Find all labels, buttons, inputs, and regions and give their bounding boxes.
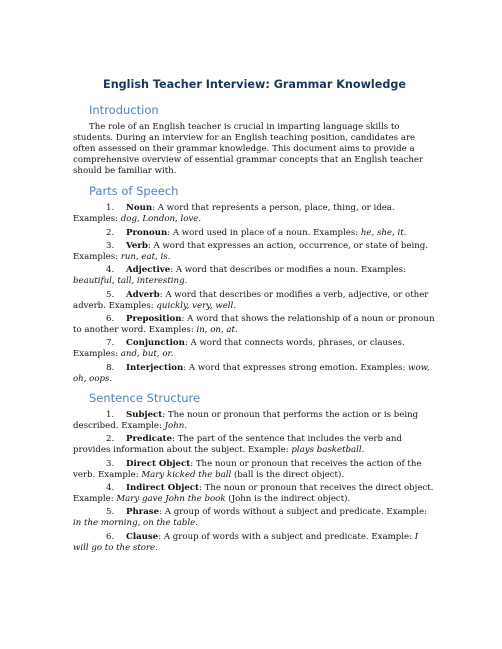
item-number: 2. (106, 227, 115, 238)
item-example: and, but, or. (120, 349, 174, 360)
list-item (73, 338, 436, 360)
list-item (73, 228, 436, 239)
item-number: 2. (106, 434, 115, 445)
item-term: Conjunction (126, 338, 185, 349)
sentence-structure-list (73, 410, 436, 554)
item-term: Subject (126, 409, 163, 420)
item-example: plays basketball. (291, 445, 365, 456)
item-note: (ball is the direct object). (231, 469, 345, 480)
item-example: Mary kicked the ball (141, 469, 232, 480)
item-example: in the morning, on the table. (73, 518, 198, 529)
item-description: : A word that represents a person, place, thing, or idea. Examples: (73, 203, 395, 225)
item-description: : A word that shows the relationship of a noun or pronoun to another word. Examples: (73, 313, 435, 336)
item-number: 6. (106, 313, 115, 324)
item-description: : A word that expresses strong emotion. Examples: (183, 362, 409, 373)
item-example: quickly, very, well. (156, 300, 237, 311)
item-term: Clause (126, 531, 159, 542)
document-title: English Teacher Interview: Grammar Knowledge (103, 78, 406, 91)
list-item (73, 459, 436, 481)
list-item (73, 203, 436, 225)
list-item (73, 483, 436, 505)
introduction-paragraph: The role of an English teacher is crucial in imparting language skills to students. During an interview for an English teaching position, candidates are often assessed on their grammar knowledge. This document aims to provide a comprehensive overview of essential grammar concepts that an English teacher should be familiar with. (73, 121, 424, 177)
item-number: 6. (106, 531, 115, 542)
list-item (73, 532, 436, 554)
item-number: 8. (106, 362, 115, 373)
list-item (73, 434, 436, 456)
item-description: : A word that describes or modifies a noun. Examples: (170, 265, 406, 276)
item-example: in, on, at. (196, 325, 238, 336)
item-number: 3. (106, 240, 115, 251)
item-number: 3. (106, 458, 115, 469)
item-description: : A group of words without a subject and predicate. Example: (159, 507, 428, 518)
item-description: : A word used in place of a noun. Examples: (167, 227, 361, 238)
item-example: I will go to the store. (73, 531, 419, 553)
item-note: (John is the indirect object). (225, 494, 351, 505)
section-heading-introduction: Introduction (89, 102, 159, 117)
item-example: beautiful, tall, interesting. (73, 276, 188, 287)
list-item (73, 410, 436, 432)
item-description: : A word that describes or modifies a verb, adjective, or other adverb. Examples: (73, 289, 429, 311)
item-example: wow, oh, oops. (73, 362, 430, 384)
item-description: : A word that expresses an action, occurrence, or state of being. Examples: (73, 240, 428, 262)
item-description: : The part of the sentence that includes the verb and provides information about the subject. Example: (73, 434, 402, 456)
item-description: : A word that connects words, phrases, or clauses. Examples: (73, 338, 405, 360)
item-example: Mary gave John the book (116, 494, 226, 505)
item-number: 5. (106, 507, 115, 518)
item-description: : The noun or pronoun that performs the action or is being described. Example: (73, 409, 419, 431)
section-heading-parts-of-speech: Parts of Speech (89, 184, 179, 199)
item-term: Verb (126, 240, 148, 251)
item-term: Phrase (126, 507, 160, 518)
list-item (73, 290, 436, 312)
item-number: 4. (106, 482, 115, 493)
item-example: he, she, it. (360, 227, 407, 238)
item-term: Interjection (126, 362, 184, 373)
item-number: 4. (106, 265, 115, 276)
item-term: Preposition (126, 313, 182, 324)
item-number: 5. (106, 289, 115, 300)
item-term: Noun (126, 203, 153, 214)
item-term: Adverb (126, 289, 160, 300)
item-number: 1. (106, 409, 115, 420)
item-term: Direct Object (126, 458, 191, 469)
item-number: 1. (106, 203, 115, 214)
parts-of-speech-list (73, 203, 436, 385)
list-item (73, 314, 436, 336)
item-example: dog, London, love. (120, 214, 202, 225)
item-number: 7. (106, 338, 115, 349)
list-item (73, 265, 436, 287)
item-example: run, eat, is. (120, 251, 171, 262)
list-item (73, 241, 436, 263)
section-heading-sentence-structure: Sentence Structure (89, 390, 201, 405)
item-description: : The noun or pronoun that receives the direct object. Example: (73, 482, 434, 505)
item-example: John. (164, 420, 187, 431)
item-description: : A group of words with a subject and predicate. Example: (158, 531, 415, 542)
item-term: Adjective (126, 265, 171, 276)
list-item (73, 363, 436, 385)
item-term: Indirect Object (126, 482, 200, 493)
item-term: Pronoun (126, 227, 168, 238)
item-term: Predicate (126, 434, 172, 445)
item-description: : The noun or pronoun that receives the action of the verb. Example: (73, 458, 422, 480)
list-item (73, 507, 436, 529)
